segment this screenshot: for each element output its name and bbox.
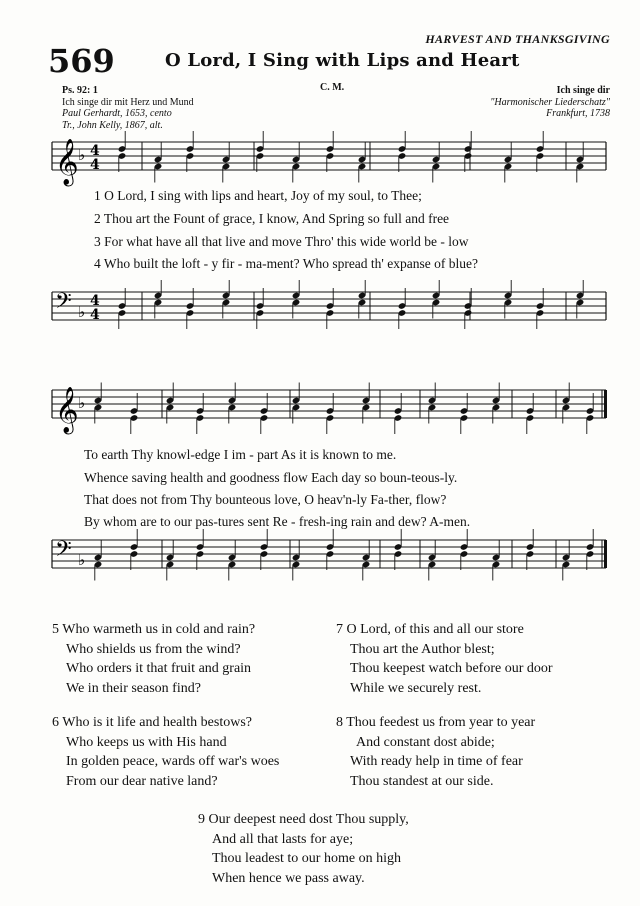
tune-name: Ich singe dir [556,85,610,96]
stanza-line: Who orders it that fruit and grain [66,661,252,676]
hymn-title: O Lord, I Sing with Lips and Heart [165,50,520,71]
stanza-line: From our dear native land? [66,773,218,789]
stanza-5 [52,620,255,698]
lyric-line-2-verse-4: By whom are to our pas-tures sent Re - fresh-ing rain and dew? A-men. [84,514,471,529]
text-credits [62,85,194,131]
lyric-line-2-verse-3: That does not from Thy bounteous love, O heav'n-ly Fa-ther, flow? [84,492,447,507]
bass-staff-system-1 [0,280,640,350]
stanza-line: Thou standest at our side. [350,773,494,789]
stanza-line: 6 Who is it life and health bestows? [52,715,252,730]
original-first-line: Ich singe dir mit Herz und Mund [62,96,194,108]
time-signature-top: 4 [90,143,100,159]
scripture-ref: Ps. 92: 1 [62,85,98,96]
stanza-line: Who shields us from the wind? [66,641,241,657]
bass-clef-icon: 𝄢 [55,289,72,319]
hymn-number: 569 [48,42,115,80]
time-signature-top: 4 [90,293,100,309]
lyric-line-verse-1: 1 O Lord, I sing with lips and heart, Joy of my soul, to Thee; [94,188,422,203]
stanza-line: In golden peace, wards off war's woes [66,754,280,769]
stanza-8 [336,713,535,791]
treble-staff-system-2 [0,378,640,448]
stanza-9 [198,810,409,888]
flat-sign-icon: ♭ [78,303,86,321]
lyric-line-verse-4: 4 Who built the loft - y fir - ma-ment? Who spread th' expanse of blue? [94,256,478,271]
section-heading: HARVEST AND THANKSGIVING [425,32,610,46]
time-signature-bottom: 4 [90,307,100,323]
stanza-6 [52,713,279,791]
noteheads [118,280,585,329]
stanza-line: Thou keepest watch before our door [350,661,553,676]
meter: C. M. [320,82,345,93]
flat-sign-icon: ♭ [78,551,86,569]
bass-staff-system-2 [0,528,640,598]
lyric-line-2-verse-2: Whence saving health and goodness flow Each day so boun-teous-ly. [84,470,458,485]
stanza-line: 9 Our deepest need dost Thou supply, [198,812,409,827]
lyric-line-verse-3: 3 For what have all that live and move Thro' this wide world be - low [94,234,469,249]
stanza-line: Thou art the Author blest; [350,641,495,657]
tune-credits [490,85,610,120]
time-signature-bottom: 4 [90,157,100,173]
stanza-line: When hence we pass away. [212,870,365,886]
stanza-line: And all that lasts for aye; [212,831,354,847]
lyric-line-2-verse-1: To earth Thy knowl-edge I im - part As it is known to me. [84,447,397,462]
tune-place: Frankfurt, 1738 [546,108,610,119]
stanza-line: We in their season find? [66,680,201,696]
noteheads [118,131,585,183]
translator-credit: Tr., John Kelly, 1867, alt. [62,119,163,131]
flat-sign-icon: ♭ [78,146,86,164]
stanza-line: 5 Who warmeth us in cold and rain? [52,622,256,637]
stanza-line: 7 O Lord, of this and all our store [336,622,524,637]
stanza-line: With ready help in time of fear [350,754,523,769]
bass-clef-icon: 𝄢 [55,537,72,567]
stanza-line: While we securely rest. [350,680,482,696]
treble-clef-icon: 𝄞 [55,139,79,185]
stanza-7 [336,620,553,698]
stanza-line: Thou leadest to our home on high [212,851,401,866]
stanza-line: Who keeps us with His hand [66,734,227,750]
flat-sign-icon: ♭ [78,394,86,412]
tune-source: "Harmonischer Liederschatz" [490,96,610,108]
stanza-line: 8 Thou feedest us from year to year [336,715,536,730]
noteheads [94,529,595,581]
treble-clef-icon: 𝄞 [55,387,79,433]
lyric-line-verse-2: 2 Thou art the Fount of grace, I know, And Spring so full and free [94,211,450,226]
stanza-line: And constant dost abide; [356,734,495,750]
author-credit: Paul Gerhardt, 1653, cento [62,108,172,119]
